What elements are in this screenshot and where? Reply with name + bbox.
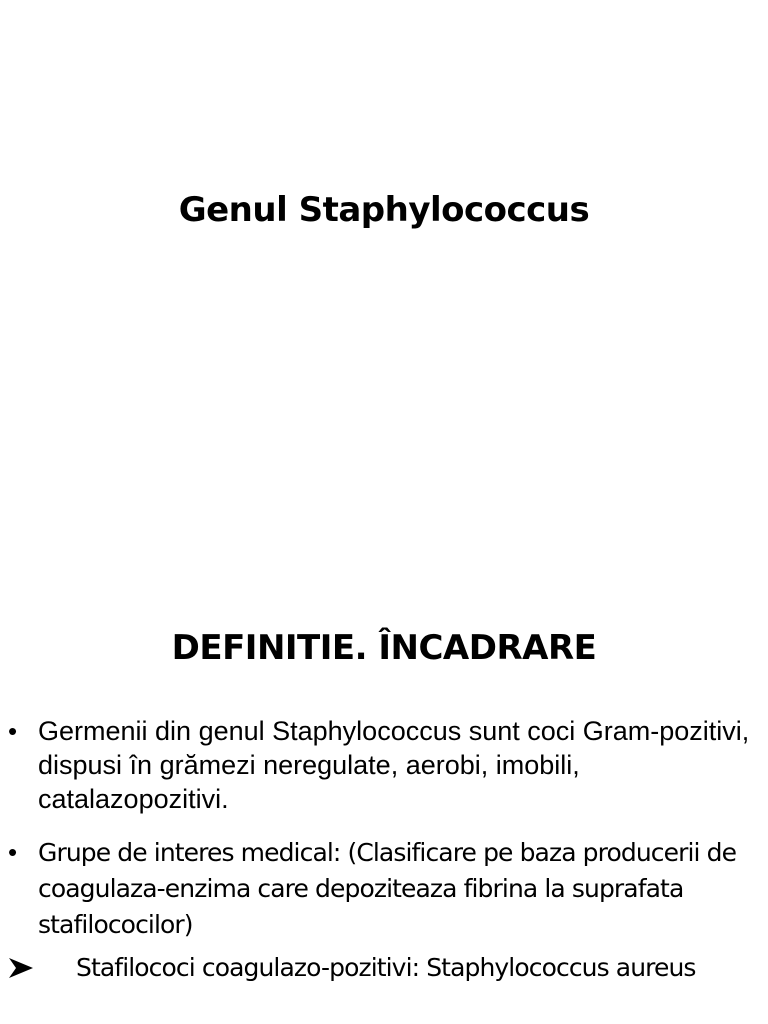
bullet-text: Germenii din genul Staphylococcus sunt coci Gram-pozitivi, dispusi în grămezi neregulate, aerobi, imobili, catalazopozitivi. bbox=[38, 716, 750, 814]
sub-bullet-text: Stafilococi coagulazo-pozitivi: Staphylococcus aureus bbox=[76, 953, 696, 982]
slide-1-title: Genul Staphylococcus bbox=[178, 190, 590, 230]
bullet-marker: • bbox=[8, 837, 18, 867]
arrowhead-bullet-icon bbox=[8, 957, 34, 979]
bullet-marker: • bbox=[8, 716, 18, 746]
slide-2-title: DEFINITIE. ÎNCADRARE bbox=[171, 628, 597, 668]
bullet-text: Grupe de interes medical: (Clasificare pe baza producerii de coagulaza-enzima care depoziteaza fibrina la suprafata stafilococilor) bbox=[38, 838, 737, 939]
